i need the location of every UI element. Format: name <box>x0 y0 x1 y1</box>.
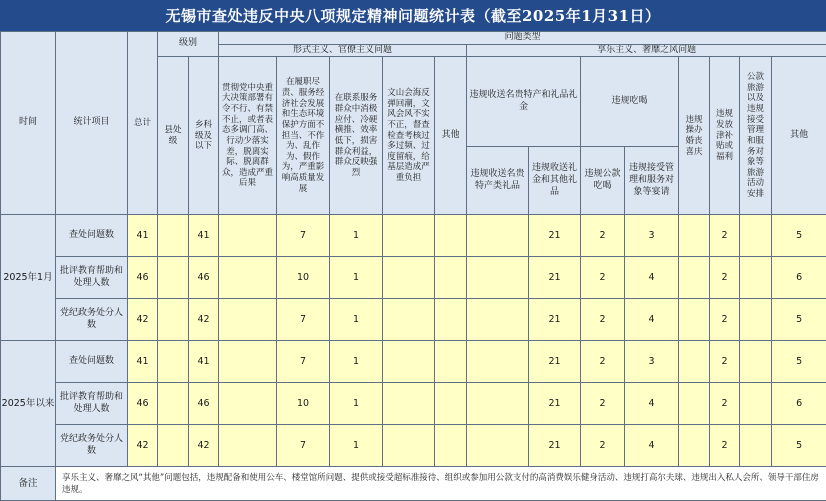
cell-county <box>158 341 189 383</box>
period-label: 2025年以来 <box>1 341 56 467</box>
cell-township: 41 <box>189 215 219 257</box>
header-dining-group: 违规吃喝 <box>581 57 679 147</box>
cell-h-other: 5 <box>772 341 826 383</box>
cell-f3: 1 <box>330 299 383 341</box>
cell-f-other <box>435 383 467 425</box>
cell-f3: 1 <box>330 341 383 383</box>
cell-g2: 21 <box>529 383 581 425</box>
cell-f-other <box>435 341 467 383</box>
cell-f1 <box>219 383 277 425</box>
cell-h-other: 5 <box>772 425 826 467</box>
note-row <box>1 467 826 501</box>
row-item: 批评教育帮助和处理人数 <box>56 383 128 425</box>
header-hedonism: 享乐主义、奢靡之风问题 <box>467 44 826 57</box>
cell-f1 <box>219 299 277 341</box>
cell-h3 <box>740 215 772 257</box>
header-hedonism-1: 违规操办婚丧喜庆 <box>679 57 710 215</box>
cell-f2: 7 <box>277 299 330 341</box>
cell-f2: 7 <box>277 341 330 383</box>
cell-d1: 2 <box>581 383 625 425</box>
cell-h1 <box>679 425 710 467</box>
header-formalism-3: 在联系服务群众中消极应付、冷硬横推、效率低下，损害群众利益，群众反映强烈 <box>330 57 383 215</box>
note-text: 享乐主义、奢靡之风“其他”问题包括，违规配备和使用公车、楼堂馆所问题、提供或接受超标准接待、组织或参加用公款支付的高消费娱乐健身活动、违规打高尔夫球、违规出入私人会所、领导干部住房违规。 <box>56 467 826 501</box>
cell-g2: 21 <box>529 341 581 383</box>
cell-g2: 21 <box>529 425 581 467</box>
cell-d2: 3 <box>625 215 679 257</box>
cell-h2: 2 <box>710 257 740 299</box>
cell-h3 <box>740 383 772 425</box>
cell-f4 <box>383 299 435 341</box>
cell-d2: 4 <box>625 257 679 299</box>
cell-county <box>158 299 189 341</box>
header-hedonism-2: 违规发放津补贴或福利 <box>710 57 740 215</box>
cell-g1 <box>467 425 529 467</box>
row-item: 查处问题数 <box>56 341 128 383</box>
cell-h-other: 6 <box>772 257 826 299</box>
header-township: 乡科级及以下 <box>189 57 219 215</box>
table-title: 无锡市查处违反中央八项规定精神问题统计表（截至2025年1月31日） <box>0 0 826 31</box>
cell-county <box>158 425 189 467</box>
cell-county <box>158 383 189 425</box>
cell-f2: 7 <box>277 425 330 467</box>
cell-f1 <box>219 257 277 299</box>
row-item: 党纪政务处分人数 <box>56 299 128 341</box>
cell-g1 <box>467 257 529 299</box>
cell-g1 <box>467 383 529 425</box>
cell-total: 42 <box>128 299 158 341</box>
cell-township: 42 <box>189 299 219 341</box>
table-row <box>1 257 826 299</box>
cell-f-other <box>435 425 467 467</box>
header-hedonism-other: 其他 <box>772 57 826 215</box>
cell-f2: 10 <box>277 257 330 299</box>
cell-g2: 21 <box>529 257 581 299</box>
cell-f1 <box>219 215 277 257</box>
table-row <box>1 299 826 341</box>
cell-h1 <box>679 215 710 257</box>
header-formalism-other: 其他 <box>435 57 467 215</box>
header-formalism: 形式主义、官僚主义问题 <box>219 44 467 57</box>
cell-h2: 2 <box>710 215 740 257</box>
cell-h3 <box>740 425 772 467</box>
period-label: 2025年1月 <box>1 215 56 341</box>
note-label: 备注 <box>1 467 56 501</box>
cell-f3: 1 <box>330 215 383 257</box>
cell-county <box>158 257 189 299</box>
header-gift-1: 违规收送名贵特产类礼品 <box>467 147 529 215</box>
cell-d1: 2 <box>581 257 625 299</box>
header-dining-2: 违规接受管理和服务对象等宴请 <box>625 147 679 215</box>
cell-f-other <box>435 215 467 257</box>
cell-d1: 2 <box>581 299 625 341</box>
cell-d2: 4 <box>625 425 679 467</box>
header-county: 县处级 <box>158 57 189 215</box>
header-formalism-4: 文山会海反弹回潮，文风会风不实不正，督查检查考核过多过频、过度留痕，给基层造成严重负担 <box>383 57 435 215</box>
cell-township: 46 <box>189 257 219 299</box>
cell-f4 <box>383 341 435 383</box>
header-gift-group: 违规收送名贵特产和礼品礼金 <box>467 57 581 147</box>
cell-d1: 2 <box>581 425 625 467</box>
cell-h1 <box>679 383 710 425</box>
cell-g1 <box>467 341 529 383</box>
cell-g1 <box>467 299 529 341</box>
cell-f-other <box>435 299 467 341</box>
cell-township: 42 <box>189 425 219 467</box>
cell-h2: 2 <box>710 341 740 383</box>
cell-h-other: 6 <box>772 383 826 425</box>
cell-h1 <box>679 257 710 299</box>
cell-f3: 1 <box>330 425 383 467</box>
cell-g2: 21 <box>529 299 581 341</box>
cell-h1 <box>679 341 710 383</box>
header-item: 统计项目 <box>56 32 128 215</box>
cell-h3 <box>740 299 772 341</box>
cell-f4 <box>383 215 435 257</box>
header-dining-1: 违规公款吃喝 <box>581 147 625 215</box>
header-level: 级别 <box>158 32 219 57</box>
cell-g2: 21 <box>529 215 581 257</box>
cell-f3: 1 <box>330 257 383 299</box>
header-formalism-2: 在履职尽责、服务经济社会发展和生态环境保护方面不担当、不作为、乱作为、假作为，严重影响高质量发展 <box>277 57 330 215</box>
cell-h3 <box>740 341 772 383</box>
row-item: 查处问题数 <box>56 215 128 257</box>
header-hedonism-3: 公款旅游以及违规接受管理和服务对象等旅游活动安排 <box>740 57 772 215</box>
table-row <box>1 383 826 425</box>
cell-h2: 2 <box>710 425 740 467</box>
table-row <box>1 215 826 257</box>
cell-g1 <box>467 215 529 257</box>
cell-d1: 2 <box>581 215 625 257</box>
header-gift-2: 违规收送礼金和其他礼品 <box>529 147 581 215</box>
cell-h-other: 5 <box>772 299 826 341</box>
cell-f4 <box>383 257 435 299</box>
row-item: 党纪政务处分人数 <box>56 425 128 467</box>
cell-f-other <box>435 257 467 299</box>
cell-total: 46 <box>128 257 158 299</box>
cell-f1 <box>219 341 277 383</box>
cell-d2: 4 <box>625 383 679 425</box>
cell-h1 <box>679 299 710 341</box>
statistics-table <box>0 31 826 501</box>
cell-township: 41 <box>189 341 219 383</box>
cell-county <box>158 215 189 257</box>
cell-f4 <box>383 425 435 467</box>
cell-d2: 3 <box>625 341 679 383</box>
cell-h-other: 5 <box>772 215 826 257</box>
header-total: 总计 <box>128 32 158 215</box>
table-row <box>1 425 826 467</box>
header-formalism-1: 贯彻党中央重大决策部署有令不行、有禁不止，或者表态多调门高、行动少落实差，脱离实际、脱离群众，造成严重后果 <box>219 57 277 215</box>
cell-d1: 2 <box>581 341 625 383</box>
cell-total: 46 <box>128 383 158 425</box>
row-item: 批评教育帮助和处理人数 <box>56 257 128 299</box>
cell-h2: 2 <box>710 383 740 425</box>
cell-f2: 10 <box>277 383 330 425</box>
header-problem-type: 问题类型 <box>219 32 826 45</box>
cell-total: 41 <box>128 341 158 383</box>
cell-d2: 4 <box>625 299 679 341</box>
cell-f3: 1 <box>330 383 383 425</box>
cell-f4 <box>383 383 435 425</box>
cell-total: 41 <box>128 215 158 257</box>
table-row <box>1 341 826 383</box>
cell-h3 <box>740 257 772 299</box>
cell-f2: 7 <box>277 215 330 257</box>
cell-total: 42 <box>128 425 158 467</box>
header-time: 时间 <box>1 32 56 215</box>
cell-h2: 2 <box>710 299 740 341</box>
cell-township: 46 <box>189 383 219 425</box>
cell-f1 <box>219 425 277 467</box>
